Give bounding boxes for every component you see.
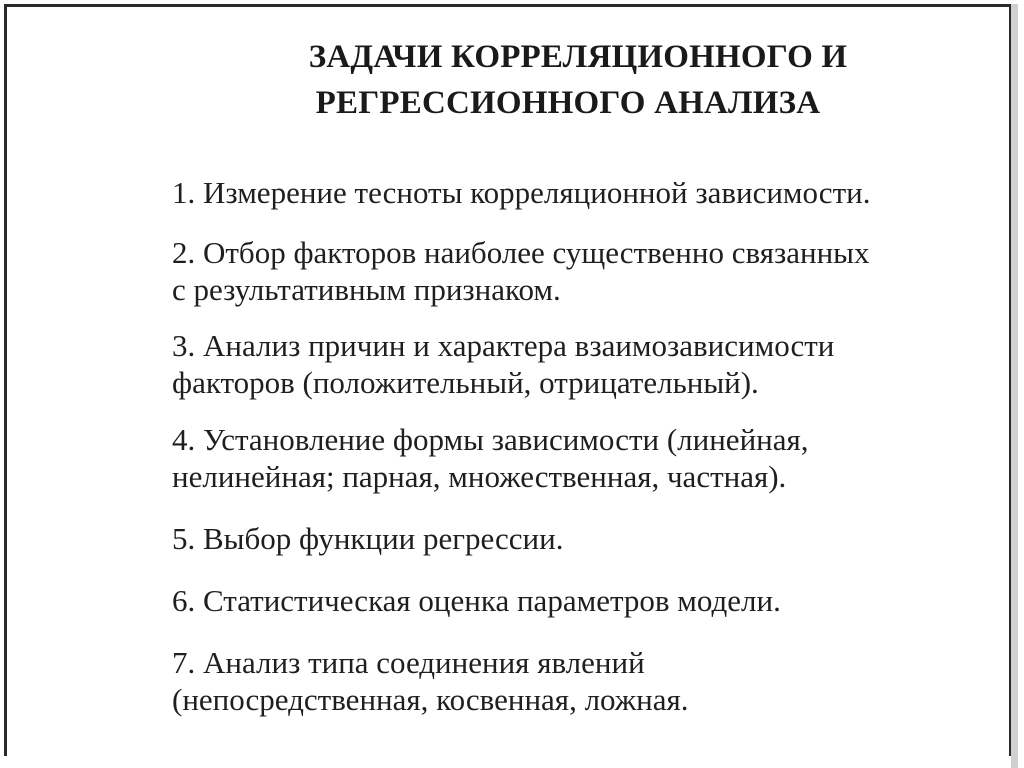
task-item-6-line-1: 6. Статистическая оценка параметров модели. (172, 583, 781, 618)
task-item-6 (172, 582, 972, 619)
task-item-2-line-1: 2. Отбор факторов наиболее существенно связанных (172, 235, 870, 270)
task-item-4-line-1: 4. Установление формы зависимости (линейная, (172, 422, 809, 457)
task-item-1 (172, 174, 972, 211)
task-item-3-line-2: факторов (положительный, отрицательный). (172, 365, 759, 400)
task-item-2-line-2: с результативным признаком. (172, 272, 561, 307)
task-item-7-line-2: (непосредственная, косвенная, ложная. (172, 682, 689, 717)
task-item-2 (172, 234, 972, 308)
task-item-5-line-1: 5. Выбор функции регрессии. (172, 521, 564, 556)
task-item-4-line-2: нелинейная; парная, множественная, частная). (172, 459, 787, 494)
task-item-3 (172, 327, 972, 401)
slide-title (0, 34, 1016, 126)
task-item-4 (172, 421, 972, 495)
task-item-1-line-1: 1. Измерение тесноты корреляционной зависимости. (172, 175, 871, 210)
task-item-3-line-1: 3. Анализ причин и характера взаимозависимости (172, 328, 835, 363)
slide-title-line-1: ЗАДАЧИ КОРРЕЛЯЦИОННОГО И (308, 39, 848, 75)
task-item-5 (172, 520, 972, 557)
task-item-7-line-1: 7. Анализ типа соединения явлений (172, 645, 645, 680)
slide-title-line-2: РЕГРЕССИОННОГО АНАЛИЗА (315, 85, 821, 121)
task-item-7 (172, 644, 972, 718)
